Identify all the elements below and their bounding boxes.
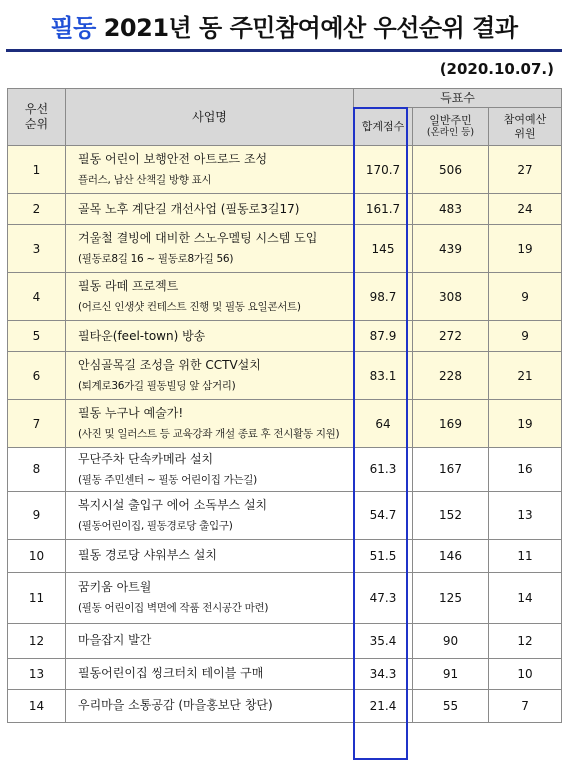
general-votes-cell: 169 xyxy=(413,400,489,448)
committee-header: 참여예산 위원 xyxy=(489,108,562,146)
total-score-cell: 83.1 xyxy=(354,352,413,400)
project-title: 필타운(feel-town) 방송 xyxy=(78,328,206,343)
committee-votes-cell: 27 xyxy=(489,146,562,194)
total-score-cell: 54.7 xyxy=(354,491,413,539)
general-resident-header xyxy=(413,108,489,146)
title-highlight: 필동 xyxy=(50,14,96,42)
table-row xyxy=(8,572,562,623)
project-title: 필동 경로당 샤워부스 설치 xyxy=(78,548,217,563)
date-label: (2020.10.07.) xyxy=(439,60,554,78)
committee-votes-cell: 24 xyxy=(489,194,562,225)
project-detail: 플러스, 남산 산책길 방향 표시 xyxy=(78,173,212,186)
committee-votes-cell: 21 xyxy=(489,352,562,400)
project-cell xyxy=(66,352,354,400)
table-row xyxy=(8,225,562,273)
committee-votes-cell: 7 xyxy=(489,689,562,722)
project-title: 필동 누구나 예술가! xyxy=(78,406,184,421)
rank-cell: 14 xyxy=(8,689,66,722)
project-title: 무단주차 단속카메라 설치 xyxy=(78,452,214,466)
rank-header: 우선 순위 xyxy=(8,89,66,146)
project-title: 필동 어린이 보행안전 아트로드 조성 xyxy=(78,152,268,167)
title-underline xyxy=(6,49,562,52)
rank-cell: 3 xyxy=(8,225,66,273)
table-row xyxy=(8,689,562,722)
total-score-cell: 61.3 xyxy=(354,448,413,492)
project-detail: (퇴계로36가길 필동빌딩 앞 삼거리) xyxy=(78,379,236,392)
title-rest: 2021년 동 주민참여예산 우선순위 결과 xyxy=(103,14,518,42)
project-title: 안심골목길 조성을 위한 CCTV설치 xyxy=(78,358,261,373)
committee-votes-cell: 9 xyxy=(489,273,562,321)
total-score-cell: 47.3 xyxy=(354,572,413,623)
general-votes-cell: 272 xyxy=(413,321,489,352)
rank-cell: 9 xyxy=(8,491,66,539)
rank-cell: 6 xyxy=(8,352,66,400)
project-cell xyxy=(66,146,354,194)
table-row xyxy=(8,321,562,352)
project-detail: (필동로8길 16 ~ 필동로8가길 56) xyxy=(78,252,234,265)
rank-cell: 1 xyxy=(8,146,66,194)
project-cell xyxy=(66,491,354,539)
rank-cell: 2 xyxy=(8,194,66,225)
total-score-cell: 34.3 xyxy=(354,658,413,689)
committee-votes-cell: 19 xyxy=(489,225,562,273)
table-row xyxy=(8,658,562,689)
general-resident-sub: (온라인 등) xyxy=(426,127,475,139)
total-score-cell: 145 xyxy=(354,225,413,273)
project-cell xyxy=(66,273,354,321)
project-header: 사업명 xyxy=(66,89,354,146)
table-row xyxy=(8,491,562,539)
table-row xyxy=(8,194,562,225)
project-cell xyxy=(66,572,354,623)
general-votes-cell: 439 xyxy=(413,225,489,273)
total-score-cell: 21.4 xyxy=(354,689,413,722)
project-title: 겨울철 결빙에 대비한 스노우멜팅 시스템 도입 xyxy=(78,231,318,246)
total-score-cell: 64 xyxy=(354,400,413,448)
project-title: 필동 라떼 프로젝트 xyxy=(78,279,179,294)
project-cell xyxy=(66,194,354,225)
committee-votes-cell: 11 xyxy=(489,539,562,572)
total-score-cell: 51.5 xyxy=(354,539,413,572)
general-votes-cell: 91 xyxy=(413,658,489,689)
project-cell xyxy=(66,539,354,572)
table-body xyxy=(8,146,562,723)
rank-cell: 13 xyxy=(8,658,66,689)
project-title: 골목 노후 계단길 개선사업 (필동로3길17) xyxy=(78,201,300,216)
total-score-header: 합계점수 xyxy=(354,108,413,146)
project-title: 마을잡지 발간 xyxy=(78,633,152,648)
committee-votes-cell: 19 xyxy=(489,400,562,448)
project-title: 복지시설 출입구 에어 소독부스 설치 xyxy=(78,497,268,512)
general-votes-cell: 506 xyxy=(413,146,489,194)
rank-cell: 5 xyxy=(8,321,66,352)
project-detail: (필동어린이집, 필동경로당 출입구) xyxy=(78,519,233,532)
project-title: 우리마을 소통공감 (마을홍보단 창단) xyxy=(78,698,273,713)
committee-votes-cell: 16 xyxy=(489,448,562,492)
committee-votes-cell: 14 xyxy=(489,572,562,623)
total-score-cell: 161.7 xyxy=(354,194,413,225)
rank-cell: 7 xyxy=(8,400,66,448)
general-votes-cell: 55 xyxy=(413,689,489,722)
committee-votes-cell: 10 xyxy=(489,658,562,689)
project-title: 꿈키움 아트월 xyxy=(78,580,152,595)
general-votes-cell: 152 xyxy=(413,491,489,539)
table-row xyxy=(8,146,562,194)
rank-cell: 12 xyxy=(8,623,66,658)
general-votes-cell: 167 xyxy=(413,448,489,492)
committee-votes-cell: 12 xyxy=(489,623,562,658)
table-row xyxy=(8,400,562,448)
general-votes-cell: 125 xyxy=(413,572,489,623)
project-cell xyxy=(66,448,354,492)
rank-cell: 8 xyxy=(8,448,66,492)
total-score-cell: 35.4 xyxy=(354,623,413,658)
general-votes-cell: 90 xyxy=(413,623,489,658)
rank-cell: 11 xyxy=(8,572,66,623)
general-resident-label: 일반주민 xyxy=(429,113,472,127)
project-title: 필동어린이집 씽크터치 테이블 구매 xyxy=(78,666,264,681)
project-cell xyxy=(66,400,354,448)
table-row xyxy=(8,273,562,321)
total-score-cell: 87.9 xyxy=(354,321,413,352)
committee-votes-cell: 9 xyxy=(489,321,562,352)
rank-cell: 4 xyxy=(8,273,66,321)
general-votes-cell: 228 xyxy=(413,352,489,400)
project-cell xyxy=(66,623,354,658)
priority-table xyxy=(7,88,562,723)
rank-cell: 10 xyxy=(8,539,66,572)
page-title xyxy=(0,8,568,43)
total-score-cell: 98.7 xyxy=(354,273,413,321)
table-row xyxy=(8,448,562,492)
project-cell xyxy=(66,321,354,352)
general-votes-cell: 308 xyxy=(413,273,489,321)
total-score-cell: 170.7 xyxy=(354,146,413,194)
project-detail: (필동 어린이집 벽면에 작품 전시공간 마련) xyxy=(78,602,269,615)
project-cell xyxy=(66,689,354,722)
table-row xyxy=(8,623,562,658)
project-detail: (어르신 인생샷 컨테스트 진행 및 필동 요일콘서트) xyxy=(78,300,301,313)
general-votes-cell: 483 xyxy=(413,194,489,225)
general-votes-cell: 146 xyxy=(413,539,489,572)
project-detail: (사진 및 일러스트 등 교육강좌 개설 종료 후 전시활동 지원) xyxy=(78,427,340,440)
table-row xyxy=(8,539,562,572)
project-cell xyxy=(66,225,354,273)
project-detail: (필동 주민센터 ~ 필동 어린이집 가는길) xyxy=(78,473,257,486)
vote-group-header: 득표수 xyxy=(354,89,562,108)
project-cell xyxy=(66,658,354,689)
committee-votes-cell: 13 xyxy=(489,491,562,539)
table-row xyxy=(8,352,562,400)
